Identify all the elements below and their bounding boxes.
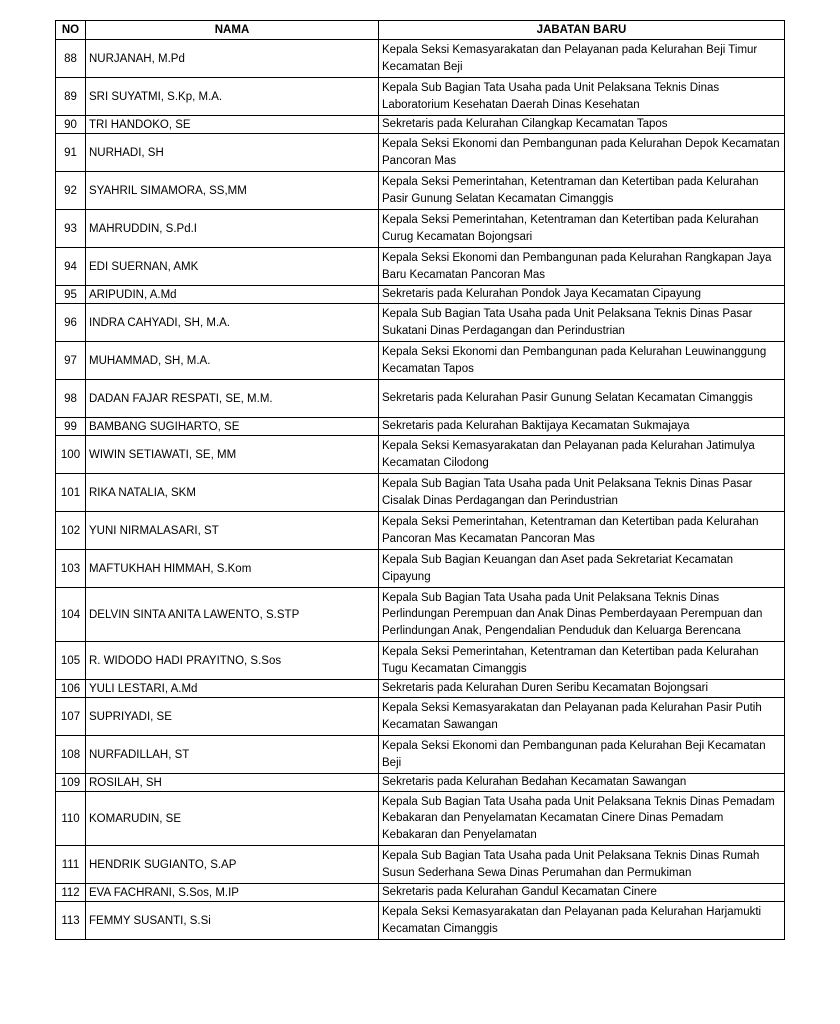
row-nama: ROSILAH, SH bbox=[86, 774, 379, 792]
table-row bbox=[56, 342, 785, 380]
table-row bbox=[56, 78, 785, 116]
row-no: 110 bbox=[56, 792, 86, 846]
table-row bbox=[56, 210, 785, 248]
table-row bbox=[56, 512, 785, 550]
row-no: 99 bbox=[56, 418, 86, 436]
row-jabatan: Kepala Seksi Ekonomi dan Pembangunan pada Kelurahan Rangkapan Jaya Baru Kecamatan Pancoran Mas bbox=[379, 248, 785, 286]
row-jabatan: Sekretaris pada Kelurahan Cilangkap Kecamatan Tapos bbox=[379, 116, 785, 134]
row-nama: DELVIN SINTA ANITA LAWENTO, S.STP bbox=[86, 588, 379, 642]
row-no: 96 bbox=[56, 304, 86, 342]
row-no: 94 bbox=[56, 248, 86, 286]
table-row bbox=[56, 846, 785, 884]
row-no: 103 bbox=[56, 550, 86, 588]
row-nama: RIKA NATALIA, SKM bbox=[86, 474, 379, 512]
row-nama: NURFADILLAH, ST bbox=[86, 736, 379, 774]
row-jabatan: Kepala Seksi Pemerintahan, Ketentraman dan Ketertiban pada Kelurahan Curug Kecamatan Bojongsari bbox=[379, 210, 785, 248]
header-no: NO bbox=[56, 21, 86, 40]
row-jabatan: Kepala Seksi Pemerintahan, Ketentraman dan Ketertiban pada Kelurahan Tugu Kecamatan Cimanggis bbox=[379, 642, 785, 680]
table-row bbox=[56, 116, 785, 134]
table-row bbox=[56, 902, 785, 940]
row-jabatan: Kepala Seksi Kemasyarakatan dan Pelayanan pada Kelurahan Pasir Putih Kecamatan Sawangan bbox=[379, 698, 785, 736]
table-row bbox=[56, 380, 785, 418]
row-jabatan: Sekretaris pada Kelurahan Gandul Kecamatan Cinere bbox=[379, 884, 785, 902]
table-row bbox=[56, 550, 785, 588]
row-nama: NURJANAH, M.Pd bbox=[86, 40, 379, 78]
table-row bbox=[56, 40, 785, 78]
table-row bbox=[56, 304, 785, 342]
row-no: 108 bbox=[56, 736, 86, 774]
table-row bbox=[56, 792, 785, 846]
row-no: 113 bbox=[56, 902, 86, 940]
table-row bbox=[56, 286, 785, 304]
row-no: 101 bbox=[56, 474, 86, 512]
row-no: 106 bbox=[56, 680, 86, 698]
header-row bbox=[56, 21, 785, 40]
row-jabatan: Kepala Seksi Pemerintahan, Ketentraman dan Ketertiban pada Kelurahan Pasir Gunung Selatan Kecamatan Cimanggis bbox=[379, 172, 785, 210]
row-no: 91 bbox=[56, 134, 86, 172]
row-no: 93 bbox=[56, 210, 86, 248]
table-row bbox=[56, 172, 785, 210]
row-jabatan: Kepala Seksi Kemasyarakatan dan Pelayanan pada Kelurahan Jatimulya Kecamatan Cilodong bbox=[379, 436, 785, 474]
row-no: 98 bbox=[56, 380, 86, 418]
row-nama: MAFTUKHAH HIMMAH, S.Kom bbox=[86, 550, 379, 588]
table-row bbox=[56, 436, 785, 474]
row-jabatan: Kepala Sub Bagian Tata Usaha pada Unit Pelaksana Teknis Dinas Pasar Cisalak Dinas Perdagangan dan Perindustrian bbox=[379, 474, 785, 512]
row-no: 92 bbox=[56, 172, 86, 210]
row-jabatan: Kepala Sub Bagian Tata Usaha pada Unit Pelaksana Teknis Dinas Laboratorium Kesehatan Daerah Dinas Kesehatan bbox=[379, 78, 785, 116]
row-jabatan: Kepala Sub Bagian Keuangan dan Aset pada Sekretariat Kecamatan Cipayung bbox=[379, 550, 785, 588]
row-no: 105 bbox=[56, 642, 86, 680]
row-jabatan: Sekretaris pada Kelurahan Duren Seribu Kecamatan Bojongsari bbox=[379, 680, 785, 698]
row-nama: FEMMY SUSANTI, S.Si bbox=[86, 902, 379, 940]
row-nama: BAMBANG SUGIHARTO, SE bbox=[86, 418, 379, 436]
row-jabatan: Kepala Seksi Ekonomi dan Pembangunan pada Kelurahan Leuwinanggung Kecamatan Tapos bbox=[379, 342, 785, 380]
row-no: 107 bbox=[56, 698, 86, 736]
row-no: 104 bbox=[56, 588, 86, 642]
row-nama: HENDRIK SUGIANTO, S.AP bbox=[86, 846, 379, 884]
row-no: 90 bbox=[56, 116, 86, 134]
personnel-table bbox=[55, 20, 785, 940]
row-nama: WIWIN SETIAWATI, SE, MM bbox=[86, 436, 379, 474]
row-nama: MUHAMMAD, SH, M.A. bbox=[86, 342, 379, 380]
table-row bbox=[56, 134, 785, 172]
row-no: 95 bbox=[56, 286, 86, 304]
row-nama: SRI SUYATMI, S.Kp, M.A. bbox=[86, 78, 379, 116]
table-row bbox=[56, 736, 785, 774]
table-body bbox=[56, 40, 785, 940]
table-row bbox=[56, 642, 785, 680]
row-no: 97 bbox=[56, 342, 86, 380]
row-nama: MAHRUDDIN, S.Pd.I bbox=[86, 210, 379, 248]
row-nama: SUPRIYADI, SE bbox=[86, 698, 379, 736]
table-row bbox=[56, 774, 785, 792]
row-jabatan: Kepala Sub Bagian Tata Usaha pada Unit Pelaksana Teknis Dinas Perlindungan Perempuan dan Anak Dinas Pemberdayaan Perempuan dan Perlindungan Anak, Pengendalian Penduduk dan Keluarga Berencana bbox=[379, 588, 785, 642]
row-jabatan: Kepala Seksi Pemerintahan, Ketentraman dan Ketertiban pada Kelurahan Pancoran Mas Kecamatan Pancoran Mas bbox=[379, 512, 785, 550]
row-jabatan: Kepala Seksi Ekonomi dan Pembangunan pada Kelurahan Depok Kecamatan Pancoran Mas bbox=[379, 134, 785, 172]
row-no: 100 bbox=[56, 436, 86, 474]
row-nama: YUNI NIRMALASARI, ST bbox=[86, 512, 379, 550]
row-nama: YULI LESTARI, A.Md bbox=[86, 680, 379, 698]
row-jabatan: Kepala Seksi Ekonomi dan Pembangunan pada Kelurahan Beji Kecamatan Beji bbox=[379, 736, 785, 774]
row-nama: DADAN FAJAR RESPATI, SE, M.M. bbox=[86, 380, 379, 418]
row-jabatan: Sekretaris pada Kelurahan Baktijaya Kecamatan Sukmajaya bbox=[379, 418, 785, 436]
table-row bbox=[56, 680, 785, 698]
row-jabatan: Kepala Seksi Kemasyarakatan dan Pelayanan pada Kelurahan Harjamukti Kecamatan Cimanggis bbox=[379, 902, 785, 940]
table-row bbox=[56, 418, 785, 436]
row-jabatan: Sekretaris pada Kelurahan Pasir Gunung Selatan Kecamatan Cimanggis bbox=[379, 380, 785, 418]
row-no: 109 bbox=[56, 774, 86, 792]
row-jabatan: Kepala Sub Bagian Tata Usaha pada Unit Pelaksana Teknis Dinas Pemadam Kebakaran dan Penyelamatan Kecamatan Cinere Dinas Pemadam Kebakaran dan Penyelamatan bbox=[379, 792, 785, 846]
table-row bbox=[56, 248, 785, 286]
row-nama: INDRA CAHYADI, SH, M.A. bbox=[86, 304, 379, 342]
table-row bbox=[56, 884, 785, 902]
row-jabatan: Kepala Seksi Kemasyarakatan dan Pelayanan pada Kelurahan Beji Timur Kecamatan Beji bbox=[379, 40, 785, 78]
row-jabatan: Sekretaris pada Kelurahan Bedahan Kecamatan Sawangan bbox=[379, 774, 785, 792]
row-nama: TRI HANDOKO, SE bbox=[86, 116, 379, 134]
row-jabatan: Kepala Sub Bagian Tata Usaha pada Unit Pelaksana Teknis Dinas Rumah Susun Sederhana Sewa Dinas Perumahan dan Permukiman bbox=[379, 846, 785, 884]
row-nama: ARIPUDIN, A.Md bbox=[86, 286, 379, 304]
table-row bbox=[56, 474, 785, 512]
row-jabatan: Kepala Sub Bagian Tata Usaha pada Unit Pelaksana Teknis Dinas Pasar Sukatani Dinas Perdagangan dan Perindustrian bbox=[379, 304, 785, 342]
row-no: 102 bbox=[56, 512, 86, 550]
row-no: 88 bbox=[56, 40, 86, 78]
row-no: 89 bbox=[56, 78, 86, 116]
row-nama: KOMARUDIN, SE bbox=[86, 792, 379, 846]
row-nama: R. WIDODO HADI PRAYITNO, S.Sos bbox=[86, 642, 379, 680]
table-row bbox=[56, 588, 785, 642]
row-no: 112 bbox=[56, 884, 86, 902]
header-jabatan: JABATAN BARU bbox=[379, 21, 785, 40]
table-row bbox=[56, 698, 785, 736]
row-nama: EDI SUERNAN, AMK bbox=[86, 248, 379, 286]
row-jabatan: Sekretaris pada Kelurahan Pondok Jaya Kecamatan Cipayung bbox=[379, 286, 785, 304]
row-nama: NURHADI, SH bbox=[86, 134, 379, 172]
row-nama: EVA FACHRANI, S.Sos, M.IP bbox=[86, 884, 379, 902]
row-nama: SYAHRIL SIMAMORA, SS,MM bbox=[86, 172, 379, 210]
row-no: 111 bbox=[56, 846, 86, 884]
header-nama: NAMA bbox=[86, 21, 379, 40]
